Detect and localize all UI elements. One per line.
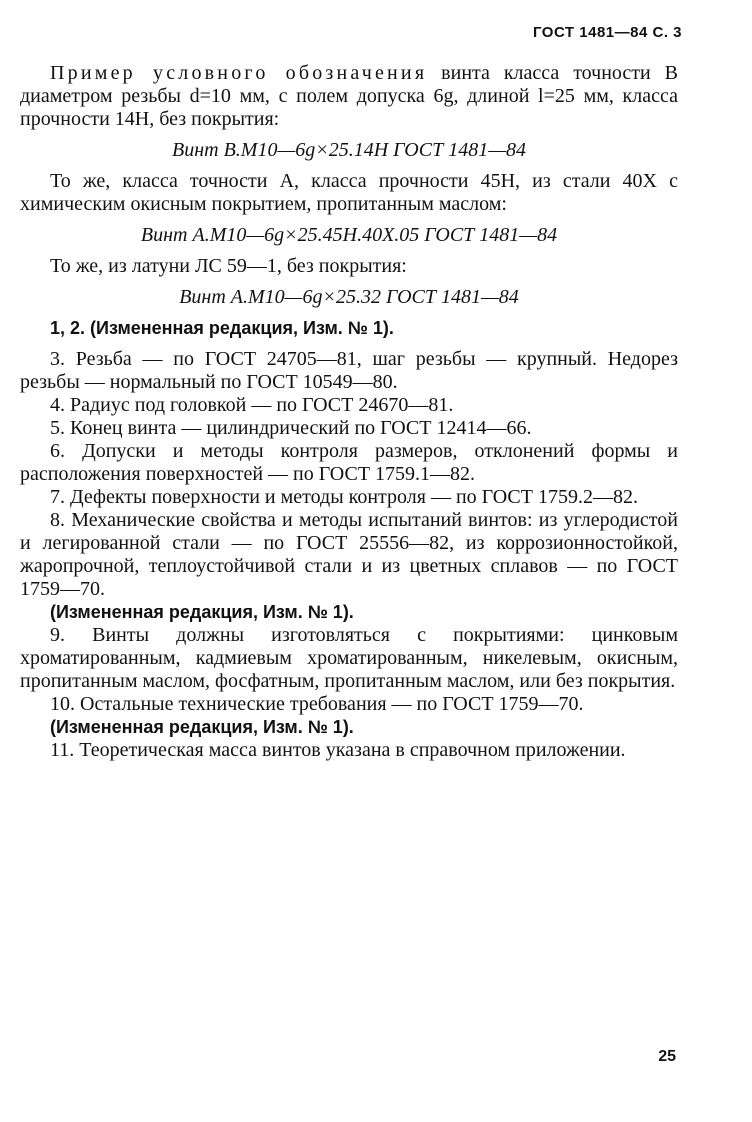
page-number: 25 <box>658 1048 676 1065</box>
change-note-2: (Измененная редакция, Изм. № 1). <box>50 602 354 622</box>
change-note-3: (Измененная редакция, Изм. № 1). <box>50 717 354 737</box>
clause-7: 7. Дефекты поверхности и методы контроля — по ГОСТ 1759.2—82. <box>50 486 638 508</box>
clause-6: 6. Допуски и методы контроля размеров, отклонений формы и расположения поверхностей — по ГОСТ 1759.1—82. <box>20 440 678 485</box>
example-intro-emphasis: Пример условного обозначения <box>50 62 428 84</box>
clause-8: 8. Механические свойства и методы испытаний винтов: из углеродистой и легированной стали — по ГОСТ 25556—82, из коррозионностойкой, жаропрочной, теплоустойчивой стали и из цветных сплавов — по ГОСТ 1759—70. <box>20 509 678 600</box>
same-paragraph-2: То же, из латуни ЛС 59—1, без покрытия: <box>50 255 407 277</box>
clause-10: 10. Остальные технические требования — по ГОСТ 1759—70. <box>50 693 584 715</box>
designation-formula-2: Винт А.М10—6g×25.45Н.40Х.05 ГОСТ 1481—84 <box>140 224 558 246</box>
clause-4: 4. Радиус под головкой — по ГОСТ 24670—81. <box>50 394 454 416</box>
designation-formula-3: Винт А.М10—6g×25.32 ГОСТ 1481—84 <box>179 286 519 308</box>
document-body <box>20 62 678 762</box>
change-note-1: 1, 2. (Измененная редакция, Изм. № 1). <box>50 318 394 338</box>
example-intro-text: винта класса точности В диаметром резьбы d=10 мм, с полем допуска 6g, длиной l=25 мм, класса прочности 14Н, без покрытия: <box>20 62 678 130</box>
clause-11: 11. Теоретическая масса винтов указана в справочном приложении. <box>50 739 626 761</box>
example-intro-paragraph <box>20 62 678 131</box>
clause-3: 3. Резьба — по ГОСТ 24705—81, шаг резьбы — крупный. Недорез резьбы — нормальный по ГОСТ 10549—80. <box>20 348 678 393</box>
designation-formula-1: Винт В.М10—6g×25.14Н ГОСТ 1481—84 <box>172 139 526 161</box>
running-head: ГОСТ 1481—84 С. 3 <box>533 24 682 41</box>
clause-5: 5. Конец винта — цилиндрический по ГОСТ 12414—66. <box>50 417 532 439</box>
same-paragraph-1: То же, класса точности А, класса прочности 45Н, из стали 40Х с химическим окисным покрытием, пропитанным маслом: <box>20 170 678 215</box>
clause-9: 9. Винты должны изготовляться с покрытиями: цинковым хроматированным, кадмиевым хроматированным, никелевым, окисным, пропитанным маслом, фосфатным, пропитанным маслом, или без покрытия. <box>20 624 678 692</box>
